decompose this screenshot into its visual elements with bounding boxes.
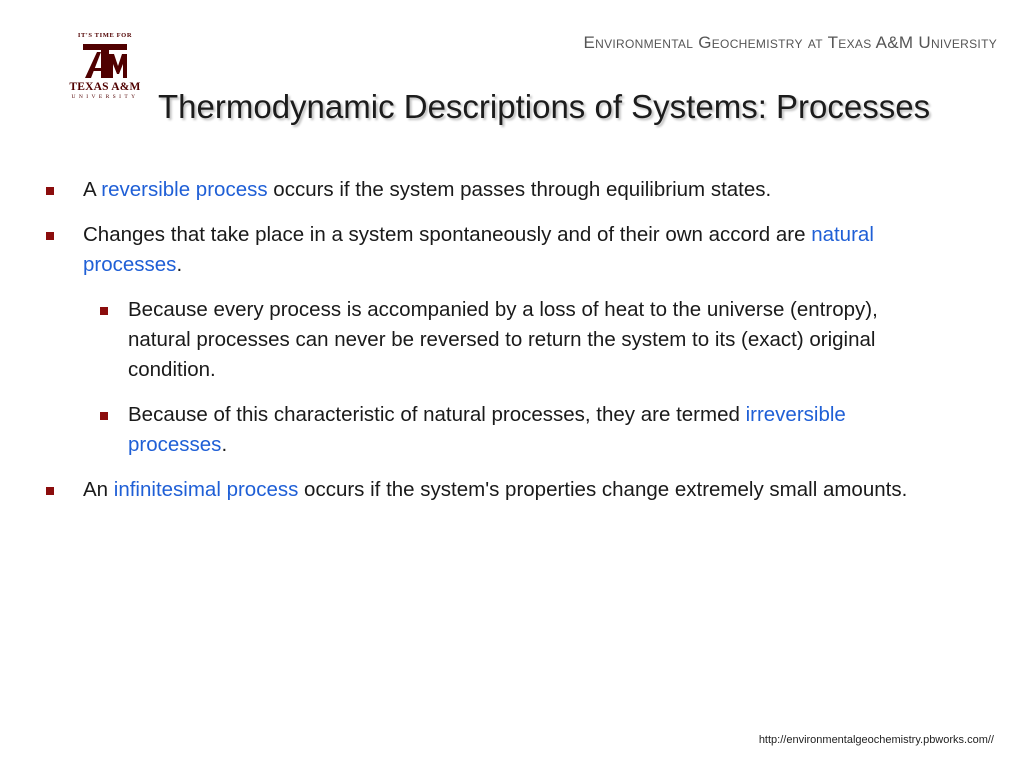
bullet-reversible-process: [44, 175, 964, 205]
bullet-text: .: [176, 253, 183, 276]
square-bullet-icon: [100, 412, 108, 420]
logo-wordmark: TEXAS A&M: [69, 81, 141, 93]
logo-university: UNIVERSITY: [71, 94, 139, 100]
sub-bullet-entropy: [100, 295, 936, 385]
bullet-text: An: [83, 478, 114, 501]
highlighted-term: natural processes: [83, 223, 874, 276]
bullet-text: Because of this characteristic of natural processes, they are termed: [128, 403, 746, 426]
slide-title: Thermodynamic Descriptions of Systems: Processes: [158, 88, 931, 125]
bullet-text: occurs if the system passes through equilibrium states.: [267, 178, 772, 201]
square-bullet-icon: [46, 232, 54, 240]
square-bullet-icon: [100, 307, 108, 315]
logo-tagline: IT'S TIME FOR: [77, 32, 133, 39]
slide-content: [44, 175, 964, 520]
bullet-text: A: [83, 178, 102, 201]
square-bullet-icon: [46, 187, 54, 195]
highlighted-term: infinitesimal process: [113, 478, 299, 501]
highlighted-term: reversible process: [101, 178, 268, 201]
bullet-infinitesimal-process: [44, 475, 964, 505]
bullet-text: Because every process is accompanied by a loss of heat to the universe (entropy), natural processes can never be reversed to return the system to its (exact) original condition.: [128, 298, 878, 381]
square-bullet-icon: [46, 487, 54, 495]
bullet-natural-processes: [44, 220, 964, 280]
bullet-text: occurs if the system's properties change extremely small amounts.: [298, 478, 908, 501]
footer-url: http://environmentalgeochemistry.pbworks.com//: [758, 734, 994, 746]
texas-am-logo: [60, 30, 150, 120]
highlighted-term: irreversible processes: [128, 403, 846, 456]
course-header: Environmental Geochemistry at Texas A&M University: [583, 33, 997, 52]
sub-bullet-irreversible: [100, 400, 936, 460]
atm-emblem-icon: [81, 42, 129, 80]
bullet-text: Changes that take place in a system spontaneously and of their own accord are: [83, 223, 812, 246]
bullet-text: .: [221, 433, 228, 456]
